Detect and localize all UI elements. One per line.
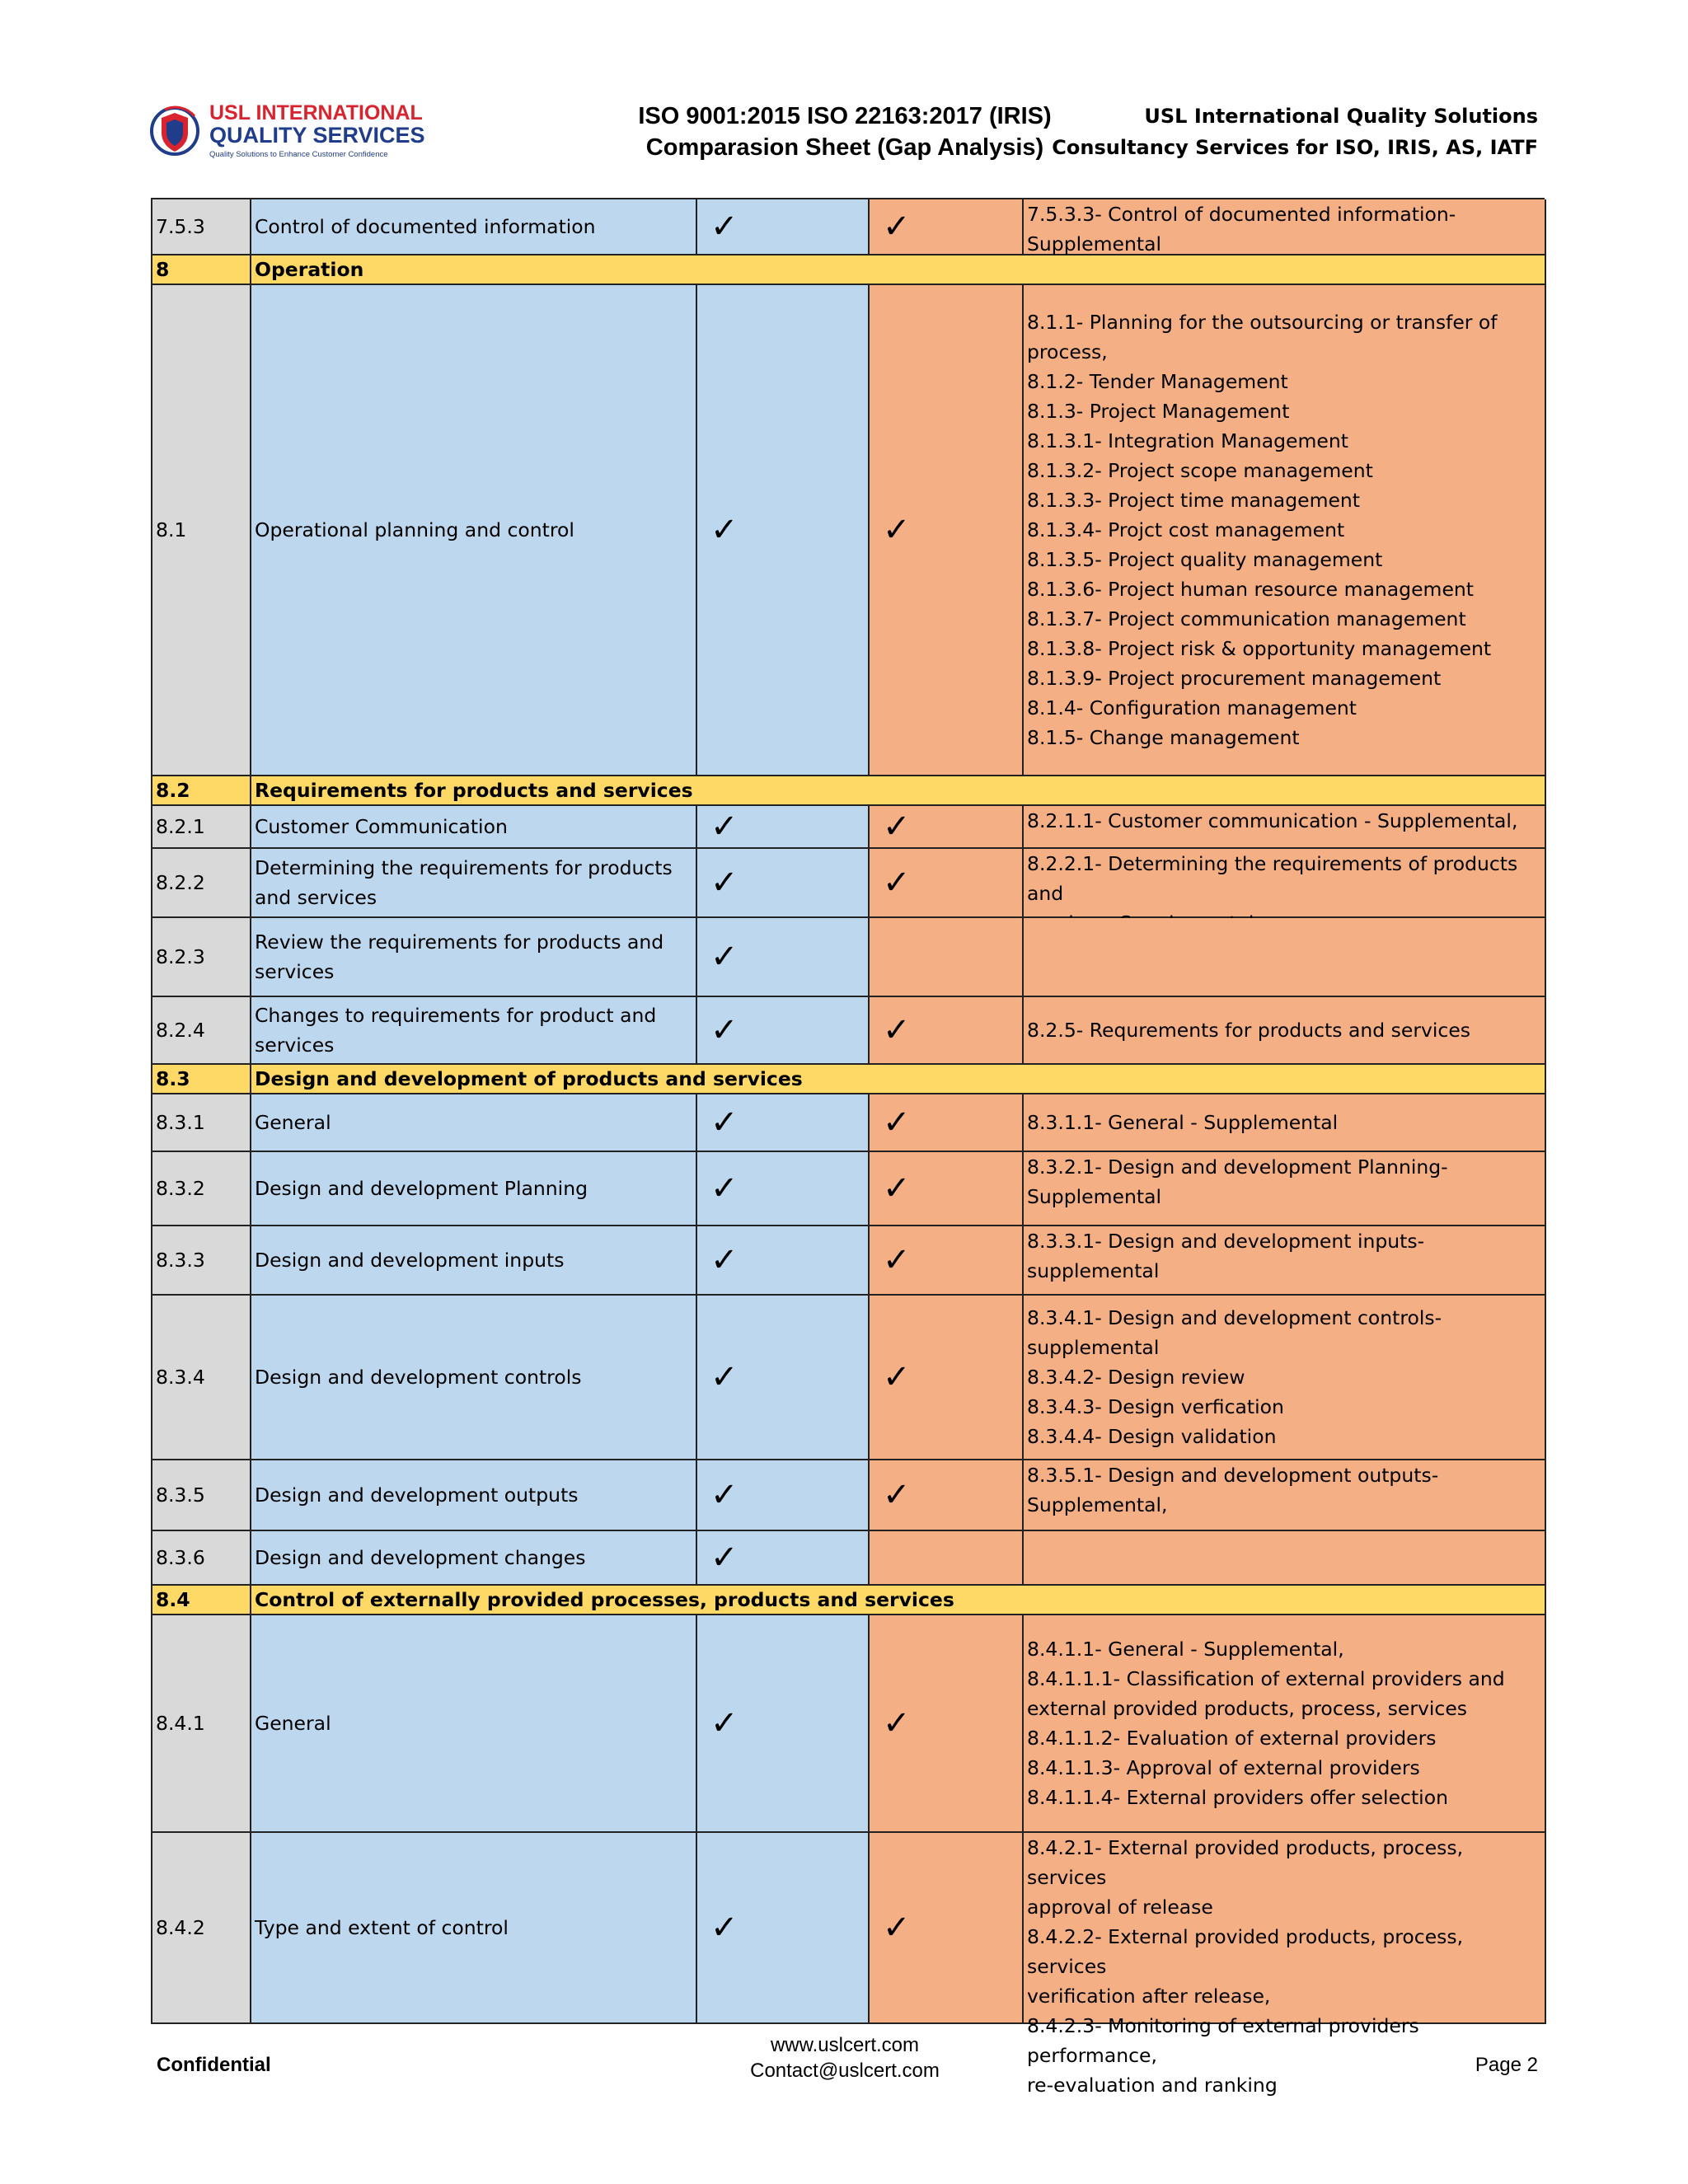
company-name: USL International Quality Solutions (1144, 105, 1538, 128)
requirement-cell: General (251, 1094, 697, 1152)
check-mark-icon: ✓ (883, 1704, 911, 1742)
supplemental-line: 8.1.1- Planning for the outsourcing or transfer of (1027, 311, 1498, 334)
check-mark-icon: ✓ (710, 1241, 738, 1279)
supplemental-clauses (1024, 849, 1546, 918)
email-link[interactable]: Contact@uslcert.com (750, 2060, 940, 2082)
iso-9001-status (697, 1460, 870, 1531)
supplemental-clauses (1024, 1152, 1546, 1226)
supplemental-line: Supplemental, (1027, 1493, 1168, 1516)
company-logo (148, 97, 429, 163)
check-mark-icon: ✓ (883, 1104, 911, 1141)
iris-22163-status (870, 1094, 1024, 1152)
iris-22163-status (870, 1152, 1024, 1226)
supplemental-line: 8.1.3.3- Project time management (1027, 489, 1361, 512)
website-link[interactable]: www.uslcert.com (770, 2034, 920, 2056)
clause-number: 8.3.5 (152, 1460, 251, 1531)
check-mark-icon: ✓ (710, 208, 738, 246)
clause-number: 8.3.1 (152, 1094, 251, 1152)
iso-9001-status (697, 849, 870, 918)
supplemental-line: 8.1.3.8- Project risk & opportunity management (1027, 637, 1492, 660)
logo-name-line1: USL INTERNATIONAL (209, 101, 423, 124)
check-mark-icon: ✓ (883, 1169, 911, 1207)
supplemental-line: 8.1.3.4- Projct cost management (1027, 518, 1345, 541)
title-line1: ISO 9001:2015 ISO 22163:2017 (IRIS) (638, 103, 1052, 129)
supplemental-line: 8.1.3.9- Project procurement management (1027, 667, 1442, 690)
clause-number: 8.3.3 (152, 1226, 251, 1296)
supplemental-clauses (1024, 1615, 1546, 1833)
check-mark-icon: ✓ (710, 1539, 738, 1577)
check-mark-icon: ✓ (883, 864, 911, 902)
supplemental-line: external provided products, process, services (1027, 1697, 1468, 1720)
iso-9001-status (697, 1226, 870, 1296)
check-mark-icon: ✓ (710, 1476, 738, 1514)
iris-22163-status (870, 1460, 1024, 1531)
supplemental-line: 8.1.3.2- Project scope management (1027, 459, 1373, 482)
iris-22163-status (870, 1531, 1024, 1586)
page-number: Page 2 (1475, 2054, 1538, 2076)
requirement-cell: Changes to requirements for product and services (251, 997, 697, 1065)
supplemental-line: 8.4.1.1.4- External providers offer selection (1027, 1786, 1448, 1809)
supplemental-clauses (1024, 1460, 1546, 1531)
supplemental-clauses (1024, 997, 1546, 1065)
iris-22163-status (870, 849, 1024, 918)
supplemental-line: 8.4.1.1.2- Evaluation of external providers (1027, 1727, 1437, 1750)
check-mark-icon: ✓ (710, 808, 738, 846)
requirement-cell: Design and development changes (251, 1531, 697, 1586)
check-mark-icon: ✓ (883, 208, 911, 246)
iso-9001-status (697, 285, 870, 776)
iris-22163-status (870, 1833, 1024, 2024)
clause-number: 8.2.4 (152, 997, 251, 1065)
iso-9001-status (697, 1531, 870, 1586)
check-mark-icon: ✓ (710, 938, 738, 976)
check-mark-icon: ✓ (710, 1104, 738, 1141)
check-mark-icon: ✓ (883, 1909, 911, 1947)
supplemental-line: 8.3.4.2- Design review (1027, 1366, 1245, 1389)
section-number: 8 (152, 255, 251, 285)
requirement-cell: Review the requirements for products and services (251, 918, 697, 997)
clause-number: 8.3.4 (152, 1296, 251, 1460)
section-title: Operation (251, 255, 1546, 285)
requirement-cell: Type and extent of control (251, 1833, 697, 2024)
iso-9001-status (697, 1152, 870, 1226)
check-mark-icon: ✓ (883, 1358, 911, 1396)
section-number: 8.2 (152, 776, 251, 806)
iris-22163-status (870, 1615, 1024, 1833)
iris-22163-status (870, 806, 1024, 849)
supplemental-line: 8.2.5- Requrements for products and services (1027, 1019, 1471, 1042)
supplemental-line: verification after release, (1027, 1985, 1271, 2008)
supplemental-line: 8.4.2.3- Monitoring of external providers performance, (1027, 2014, 1419, 2067)
requirement-cell: Design and development Planning (251, 1152, 697, 1226)
supplemental-line: 7.5.3.3- Control of documented information- (1027, 203, 1456, 226)
iso-9001-status (697, 918, 870, 997)
clause-number: 8.2.1 (152, 806, 251, 849)
supplemental-clauses (1024, 1094, 1546, 1152)
check-mark-icon: ✓ (710, 1909, 738, 1947)
check-mark-icon: ✓ (710, 1358, 738, 1396)
clause-number: 8.3.6 (152, 1531, 251, 1586)
supplemental-line: approval of release (1027, 1896, 1213, 1919)
supplemental-line: Supplemental (1027, 232, 1162, 255)
supplemental-line: 8.3.5.1- Design and development outputs- (1027, 1464, 1439, 1487)
shield-logo-icon (148, 101, 201, 159)
check-mark-icon: ✓ (710, 1011, 738, 1049)
confidential-label: Confidential (157, 2054, 271, 2076)
title-line2: Comparasion Sheet (Gap Analysis) (645, 134, 1044, 161)
iso-9001-status (697, 1094, 870, 1152)
requirement-cell: Design and development outputs (251, 1460, 697, 1531)
supplemental-line: 8.4.1.1- General - Supplemental, (1027, 1638, 1344, 1661)
section-number: 8.4 (152, 1586, 251, 1615)
supplemental-line: 8.1.2- Tender Management (1027, 370, 1288, 393)
logo-name-line2: QUALITY SERVICES (209, 122, 425, 148)
section-title: Requirements for products and services (251, 776, 1546, 806)
supplemental-clauses (1024, 1226, 1546, 1296)
supplemental-line: 8.1.3.7- Project communication management (1027, 607, 1466, 630)
footer-contact (701, 2032, 989, 2083)
supplemental-line: 8.3.2.1- Design and development Planning- (1027, 1155, 1448, 1179)
check-mark-icon: ✓ (883, 1241, 911, 1279)
supplemental-line: 8.1.3.1- Integration Management (1027, 429, 1348, 452)
supplemental-line: 8.1.3- Project Management (1027, 400, 1290, 423)
logo-tagline: Quality Solutions to Enhance Customer Confidence (209, 149, 388, 159)
supplemental-clauses (1024, 1296, 1546, 1460)
iris-22163-status (870, 199, 1024, 255)
supplemental-line: 8.2.2.1- Determining the requirements of products and (1027, 852, 1518, 905)
requirement-cell: Control of documented information (251, 199, 697, 255)
supplemental-clauses (1024, 806, 1546, 849)
supplemental-line: 8.4.1.1.1- Classification of external providers and (1027, 1667, 1505, 1690)
section-number: 8.3 (152, 1065, 251, 1094)
company-info (1052, 101, 1538, 163)
supplemental-line: 8.1.3.5- Project quality management (1027, 548, 1383, 571)
supplemental-line: 8.4.1.1.3- Approval of external providers (1027, 1756, 1420, 1779)
clause-number: 8.1 (152, 285, 251, 776)
requirement-cell: Operational planning and control (251, 285, 697, 776)
supplemental-line: 8.1.4- Configuration management (1027, 696, 1357, 719)
clause-number: 8.4.2 (152, 1833, 251, 2024)
iso-9001-status (697, 199, 870, 255)
check-mark-icon: ✓ (883, 1476, 911, 1514)
supplemental-clauses (1024, 1531, 1546, 1586)
section-title: Control of externally provided processes, products and services (251, 1586, 1546, 1615)
iso-9001-status (697, 1833, 870, 2024)
iso-9001-status (697, 1296, 870, 1460)
section-title: Design and development of products and services (251, 1065, 1546, 1094)
check-mark-icon: ✓ (883, 511, 911, 549)
check-mark-icon: ✓ (710, 864, 738, 902)
requirement-cell: Determining the requirements for products and services (251, 849, 697, 918)
supplemental-line: 8.3.4.1- Design and development controls- (1027, 1306, 1442, 1329)
requirement-cell: General (251, 1615, 697, 1833)
iso-9001-status (697, 806, 870, 849)
clause-number: 8.3.2 (152, 1152, 251, 1226)
iso-9001-status (697, 997, 870, 1065)
check-mark-icon: ✓ (710, 1169, 738, 1207)
clause-number: 8.2.2 (152, 849, 251, 918)
company-services: Consultancy Services for ISO, IRIS, AS, IATF (1052, 136, 1538, 159)
supplemental-line: re-evaluation and ranking (1027, 2074, 1278, 2097)
requirement-cell: Design and development controls (251, 1296, 697, 1460)
iris-22163-status (870, 285, 1024, 776)
check-mark-icon: ✓ (883, 1011, 911, 1049)
iris-22163-status (870, 918, 1024, 997)
supplemental-clauses (1024, 285, 1546, 776)
supplemental-line: 8.4.2.1- External provided products, process, services (1027, 1836, 1464, 1889)
iris-22163-status (870, 1226, 1024, 1296)
iso-9001-status (697, 1615, 870, 1833)
iris-22163-status (870, 997, 1024, 1065)
supplemental-line: 8.3.4.4- Design validation (1027, 1425, 1277, 1448)
check-mark-icon: ✓ (883, 808, 911, 846)
supplemental-line: supplemental (1027, 1336, 1160, 1359)
clause-number: 7.5.3 (152, 199, 251, 255)
supplemental-line: 8.2.1.1- Customer communication - Supplemental, (1027, 809, 1518, 832)
supplemental-line: 8.4.2.2- External provided products, process, services (1027, 1925, 1464, 1978)
supplemental-line: Supplemental (1027, 1185, 1162, 1208)
supplemental-line: 8.3.4.3- Design verfication (1027, 1395, 1284, 1418)
supplemental-line: process, (1027, 340, 1108, 363)
clause-number: 8.4.1 (152, 1615, 251, 1833)
check-mark-icon: ✓ (710, 511, 738, 549)
supplemental-line: 8.3.3.1- Design and development inputs-supplemental (1027, 1230, 1425, 1282)
requirement-cell: Design and development inputs (251, 1226, 697, 1296)
document-title (577, 101, 1113, 163)
supplemental-line: 8.1.5- Change management (1027, 726, 1300, 749)
supplemental-line: 8.1.3.6- Project human resource management (1027, 578, 1475, 601)
supplemental-line: 8.3.1.1- General - Supplemental (1027, 1111, 1339, 1134)
iris-22163-status (870, 1296, 1024, 1460)
supplemental-clauses (1024, 199, 1546, 255)
supplemental-clauses (1024, 918, 1546, 997)
check-mark-icon: ✓ (710, 1704, 738, 1742)
requirement-cell: Customer Communication (251, 806, 697, 849)
clause-number: 8.2.3 (152, 918, 251, 997)
